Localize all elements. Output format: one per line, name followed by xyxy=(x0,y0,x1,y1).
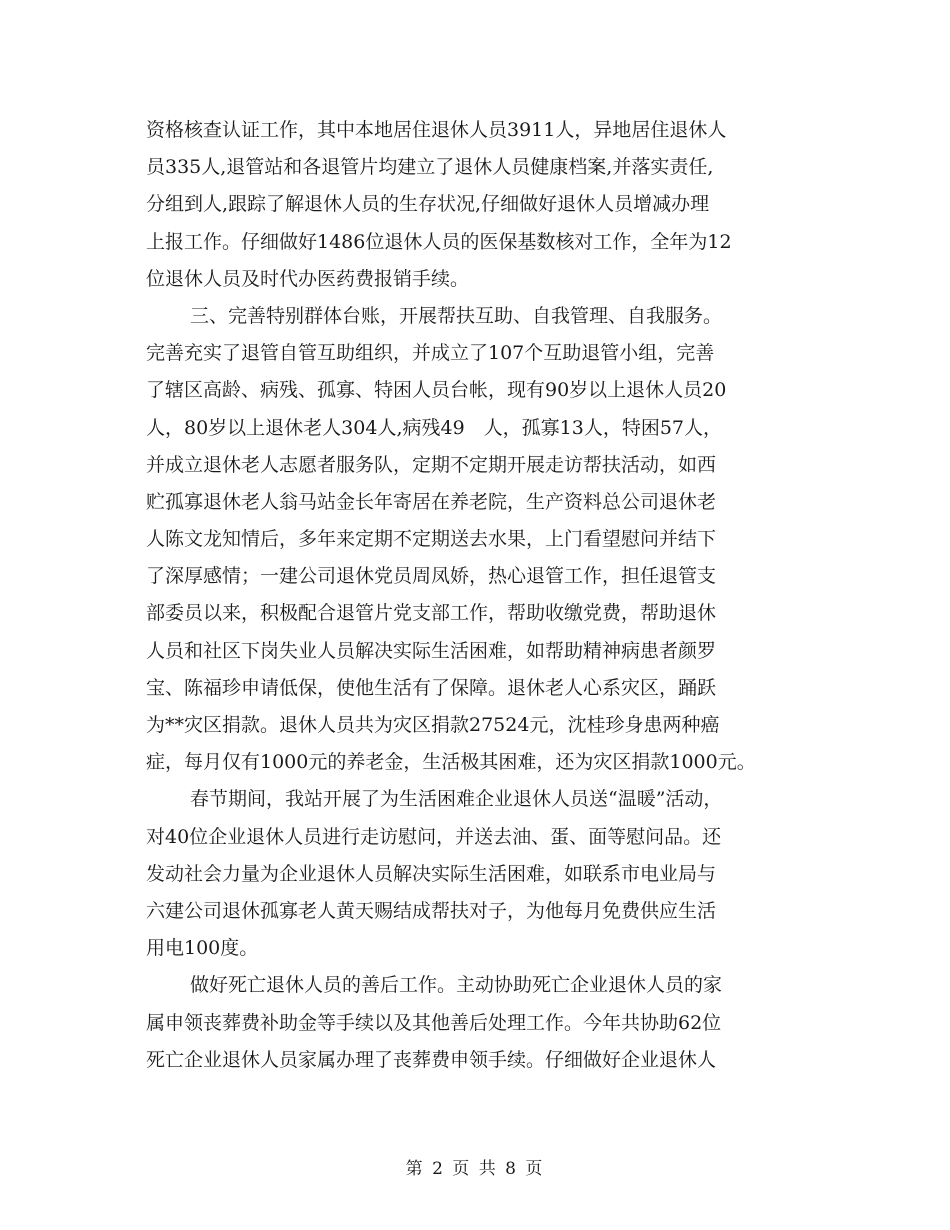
text-line: 人陈文龙知情后，多年来定期不定期送去水果，上门看望慰问并结下 xyxy=(146,528,717,551)
text-line: 症，每月仅有1000元的养老金，生活极其困难，还为灾区捐款1000元。 xyxy=(146,751,756,774)
text-line: 六建公司退休孤寡老人黄天赐结成帮扶对子，为他每月免费供应生活 xyxy=(146,899,717,922)
text-line: 上报工作。仔细做好1486位退休人员的医保基数核对工作，全年为12 xyxy=(146,230,732,253)
text-line: 人，80岁以上退休老人304人,病残49 人，孤寡13人，特困57人， xyxy=(146,416,723,439)
text-line: 部委员以来，积极配合退管片党支部工作，帮助收缴党费，帮助退休 xyxy=(146,602,717,625)
paragraph-start: 做好死亡退休人员的善后工作。主动协助死亡企业退休人员的家 xyxy=(190,974,723,997)
text-line: 员335人,退管站和各退管片均建立了退休人员健康档案,并落实责任, xyxy=(146,156,714,179)
text-line: 发动社会力量为企业退休人员解决实际生活困难，如联系市电业局与 xyxy=(146,862,717,885)
body-text xyxy=(146,112,836,1079)
text-line: 了辖区高龄、病残、孤寡、特困人员台帐，现有90岁以上退休人员20 xyxy=(146,379,727,402)
text-line: 位退休人员及时代办医药费报销手续。 xyxy=(146,267,470,290)
text-line: 属申领丧葬费补助金等手续以及其他善后处理工作。今年共协助62位 xyxy=(146,1011,722,1034)
text-line: 为**灾区捐款。退休人员共为灾区捐款27524元，沈桂珍身患两种癌 xyxy=(146,714,720,736)
text-line: 并成立退休老人志愿者服务队，定期不定期开展走访帮扶活动，如西 xyxy=(146,453,717,476)
text-line: 了深厚感情；一建公司退休党员周凤娇，热心退管工作，担任退管支 xyxy=(146,565,717,588)
text-line: 资格核查认证工作，其中本地居住退休人员3911人，异地居住退休人 xyxy=(146,119,727,141)
paragraph-start: 春节期间，我站开展了为生活困难企业退休人员送“温暖”活动， xyxy=(190,788,723,811)
text-line: 宝、陈福珍申请低保，使他生活有了保障。退休老人心系灾区，踊跃 xyxy=(146,676,717,699)
page-number-footer: 第 2 页 共 8 页 xyxy=(405,1159,545,1179)
text-line: 人员和社区下岗失业人员解决实际生活困难，如帮助精神病患者颜罗 xyxy=(146,639,717,662)
section-heading: 三、完善特别群体台账，开展帮扶互助、自我管理、自我服务。 xyxy=(190,304,723,327)
text-line: 完善充实了退管自管互助组织，并成立了107个互助退管小组，完善 xyxy=(146,342,715,365)
text-line: 对40位企业退休人员进行走访慰问，并送去油、蛋、面等慰问品。还 xyxy=(146,825,722,848)
text-line: 用电100度。 xyxy=(146,937,259,960)
text-line: 分组到人,跟踪了解退休人员的生存状况,仔细做好退休人员增减办理 xyxy=(146,193,710,216)
text-line: 死亡企业退休人员家属办理了丧葬费申领手续。仔细做好企业退休人 xyxy=(146,1048,717,1071)
text-line: 贮孤寡退休老人翁马站金长年寄居在养老院，生产资料总公司退休老 xyxy=(146,490,717,513)
